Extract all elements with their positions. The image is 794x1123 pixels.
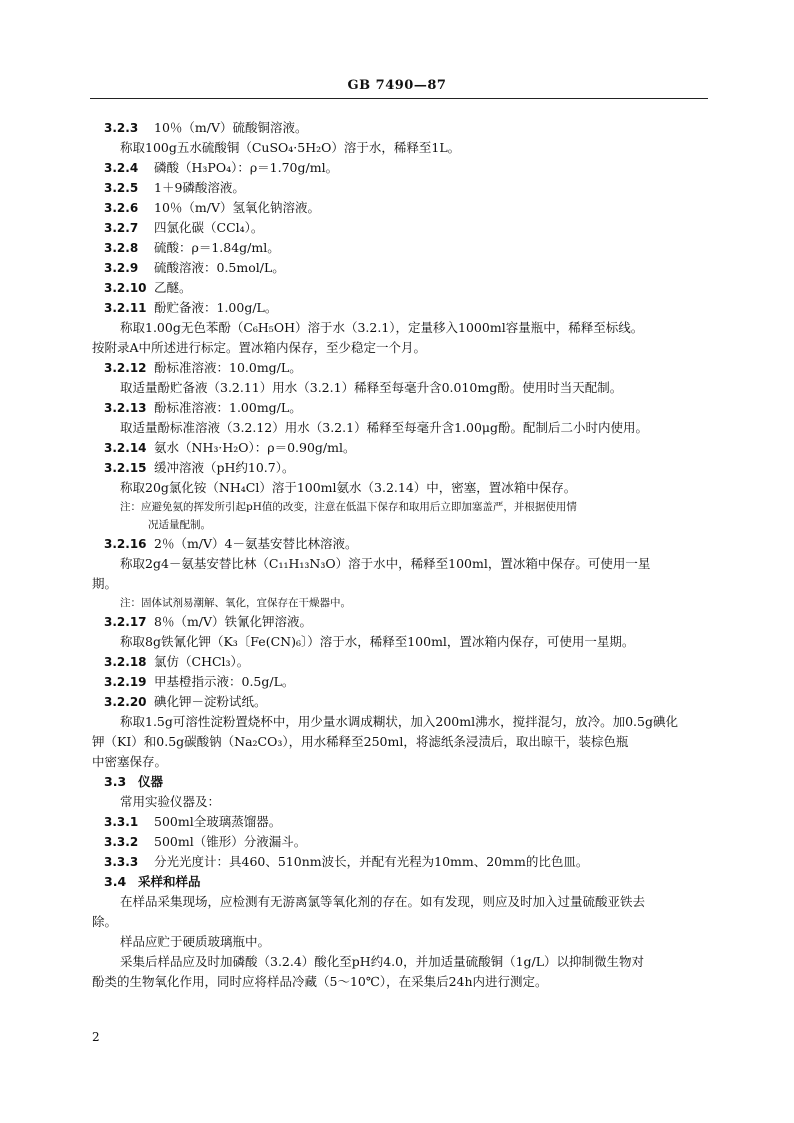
clause-number: 3.2.8 [104, 241, 139, 255]
paragraph: 在样品采集现场，应检测有无游离氯等氧化剂的存在。如有发现，则应及时加入过量硫酸亚铁去 [120, 894, 646, 909]
paragraph: 取适量酚标准溶液（3.2.12）用水（3.2.1）稀释至每毫升含1.00μg酚。配制后二小时内使用。 [120, 420, 649, 435]
clause-item [92, 358, 704, 378]
document-body [92, 118, 704, 992]
paragraph: 称取1.5g可溶性淀粉置烧杯中，用少量水调成糊状，加入200ml沸水，搅拌混匀，放冷。加0.5g碘化 [120, 714, 678, 729]
clause-item [92, 118, 704, 138]
clause-text: 氨水（NH₃·H₂O）：ρ＝0.90g/ml。 [154, 440, 356, 455]
clause-number: 3.2.15 [104, 461, 147, 475]
page-number: 2 [92, 1030, 100, 1044]
paragraph: 采集后样品应及时加磷酸（3.2.4）酸化至pH约4.0，并加适量硫酸铜（1g/L）以抑制微生物对 [120, 954, 645, 969]
note-continuation: 况适量配制。 [148, 519, 211, 531]
clause-item [92, 832, 704, 852]
clause-item [92, 218, 704, 238]
paragraph-continuation: 期。 [92, 576, 118, 591]
clause-number: 3.2.18 [104, 655, 147, 669]
section-heading [92, 872, 704, 892]
clause-text: 酚贮备液：1.00g/L。 [154, 300, 278, 315]
clause-text: 四氯化碳（CCl₄）。 [154, 220, 264, 235]
clause-text: 仪器 [138, 774, 164, 789]
paragraph: 称取20g氯化铵（NH₄Cl）溶于100ml氨水（3.2.14）中，密塞，置冰箱中保存。 [120, 480, 577, 495]
clause-text: 10％（m/V）硫酸铜溶液。 [154, 120, 308, 135]
clause-text: 氯仿（CHCl₃）。 [154, 654, 250, 669]
clause-number: 3.2.6 [104, 201, 139, 215]
clause-item [92, 398, 704, 418]
clause-item [92, 852, 704, 872]
clause-text: 酚标准溶液：1.00mg/L。 [154, 400, 302, 415]
paragraph-continuation: 按附录A中所述进行标定。置冰箱内保存，至少稳定一个月。 [92, 340, 427, 355]
clause-item [92, 534, 704, 554]
paragraph-continuation: 钾（KI）和0.5g碳酸钠（Na₂CO₃），用水稀释至250ml，将滤纸条浸渍后，取出晾干，装棕色瓶 [92, 734, 629, 749]
clause-number: 3.2.4 [104, 161, 139, 175]
clause-text: 2％（m/V）4－氨基安替比林溶液。 [154, 536, 358, 551]
clause-item [92, 672, 704, 692]
clause-item [92, 238, 704, 258]
clause-number: 3.3.2 [104, 835, 139, 849]
paragraph: 称取2g4－氨基安替比林（C₁₁H₁₃N₃O）溶于水中，稀释至100ml，置冰箱中保存。可使用一星 [120, 556, 651, 571]
section-heading [92, 772, 704, 792]
paragraph: 取适量酚贮备液（3.2.11）用水（3.2.1）稀释至每毫升含0.010mg酚。使用时当天配制。 [120, 380, 623, 395]
clause-number: 3.2.5 [104, 181, 139, 195]
clause-text: 1＋9磷酸溶液。 [154, 180, 245, 195]
header-rule [90, 98, 708, 99]
clause-number: 3.3.3 [104, 855, 139, 869]
paragraph-continuation: 酚类的生物氧化作用，同时应将样品冷藏（5～10℃），在采集后24h内进行测定。 [92, 974, 548, 989]
clause-item [92, 692, 704, 712]
clause-number: 3.2.14 [104, 441, 147, 455]
clause-number: 3.2.16 [104, 537, 147, 551]
clause-number: 3.2.9 [104, 261, 139, 275]
paragraph-continuation: 除。 [92, 914, 118, 929]
clause-item [92, 438, 704, 458]
paragraph-continuation: 中密塞保存。 [92, 754, 168, 769]
paragraph: 称取8g铁氰化钾（K₃〔Fe(CN)₆〕）溶于水，稀释至100ml，置冰箱内保存，可使用一星期。 [120, 634, 635, 649]
clause-number: 3.3 [104, 774, 127, 789]
page-header-title: GB 7490—87 [347, 78, 447, 93]
clause-text: 乙醚。 [154, 280, 192, 295]
note: 注：固体试剂易潮解、氧化，宜保存在干燥器中。 [120, 597, 351, 609]
paragraph: 称取1.00g无色苯酚（C₆H₅OH）溶于水（3.2.1），定量移入1000ml容量瓶中，稀释至标线。 [120, 320, 644, 335]
clause-text: 8％（m/V）铁氰化钾溶液。 [154, 614, 313, 629]
clause-text: 碘化钾－淀粉试纸。 [154, 694, 267, 709]
clause-text: 酚标准溶液：10.0mg/L。 [154, 360, 302, 375]
clause-text: 缓冲溶液（pH约10.7）。 [154, 460, 295, 475]
paragraph: 样品应贮于硬质玻璃瓶中。 [120, 934, 271, 949]
clause-number: 3.2.20 [104, 695, 147, 709]
clause-number: 3.4 [104, 874, 127, 889]
clause-item [92, 178, 704, 198]
clause-number: 3.3.1 [104, 815, 139, 829]
clause-item [92, 612, 704, 632]
clause-item [92, 812, 704, 832]
paragraph: 常用实验仪器及： [120, 794, 221, 809]
clause-text: 10％（m/V）氢氧化钠溶液。 [154, 200, 320, 215]
clause-text: 磷酸（H₃PO₄）：ρ＝1.70g/ml。 [154, 160, 339, 175]
clause-text: 分光光度计：具460、510nm波长，并配有光程为10mm、20mm的比色皿。 [154, 854, 589, 869]
clause-number: 3.2.7 [104, 221, 139, 235]
clause-text: 硫酸溶液：0.5mol/L。 [154, 260, 285, 275]
clause-item [92, 158, 704, 178]
clause-text: 500ml全玻璃蒸馏器。 [154, 814, 282, 829]
clause-text: 500ml（锥形）分液漏斗。 [154, 834, 307, 849]
note: 注：应避免氨的挥发所引起pH值的改变，注意在低温下保存和取用后立即加塞盖严，并根据使用情 [120, 501, 577, 513]
clause-item [92, 298, 704, 318]
clause-item [92, 652, 704, 672]
clause-number: 3.2.13 [104, 401, 147, 415]
clause-item [92, 258, 704, 278]
clause-item [92, 198, 704, 218]
clause-text: 硫酸：ρ＝1.84g/ml。 [154, 240, 280, 255]
clause-number: 3.2.17 [104, 615, 147, 629]
clause-number: 3.2.19 [104, 675, 147, 689]
clause-number: 3.2.3 [104, 121, 139, 135]
clause-text: 甲基橙指示液：0.5g/L。 [154, 674, 295, 689]
paragraph: 称取100g五水硫酸铜（CuSO₄·5H₂O）溶于水，稀释至1L。 [120, 140, 461, 155]
clause-text: 采样和样品 [138, 874, 201, 889]
clause-item [92, 458, 704, 478]
clause-number: 3.2.12 [104, 361, 147, 375]
clause-number: 3.2.10 [104, 281, 147, 295]
clause-number: 3.2.11 [104, 301, 147, 315]
clause-item [92, 278, 704, 298]
